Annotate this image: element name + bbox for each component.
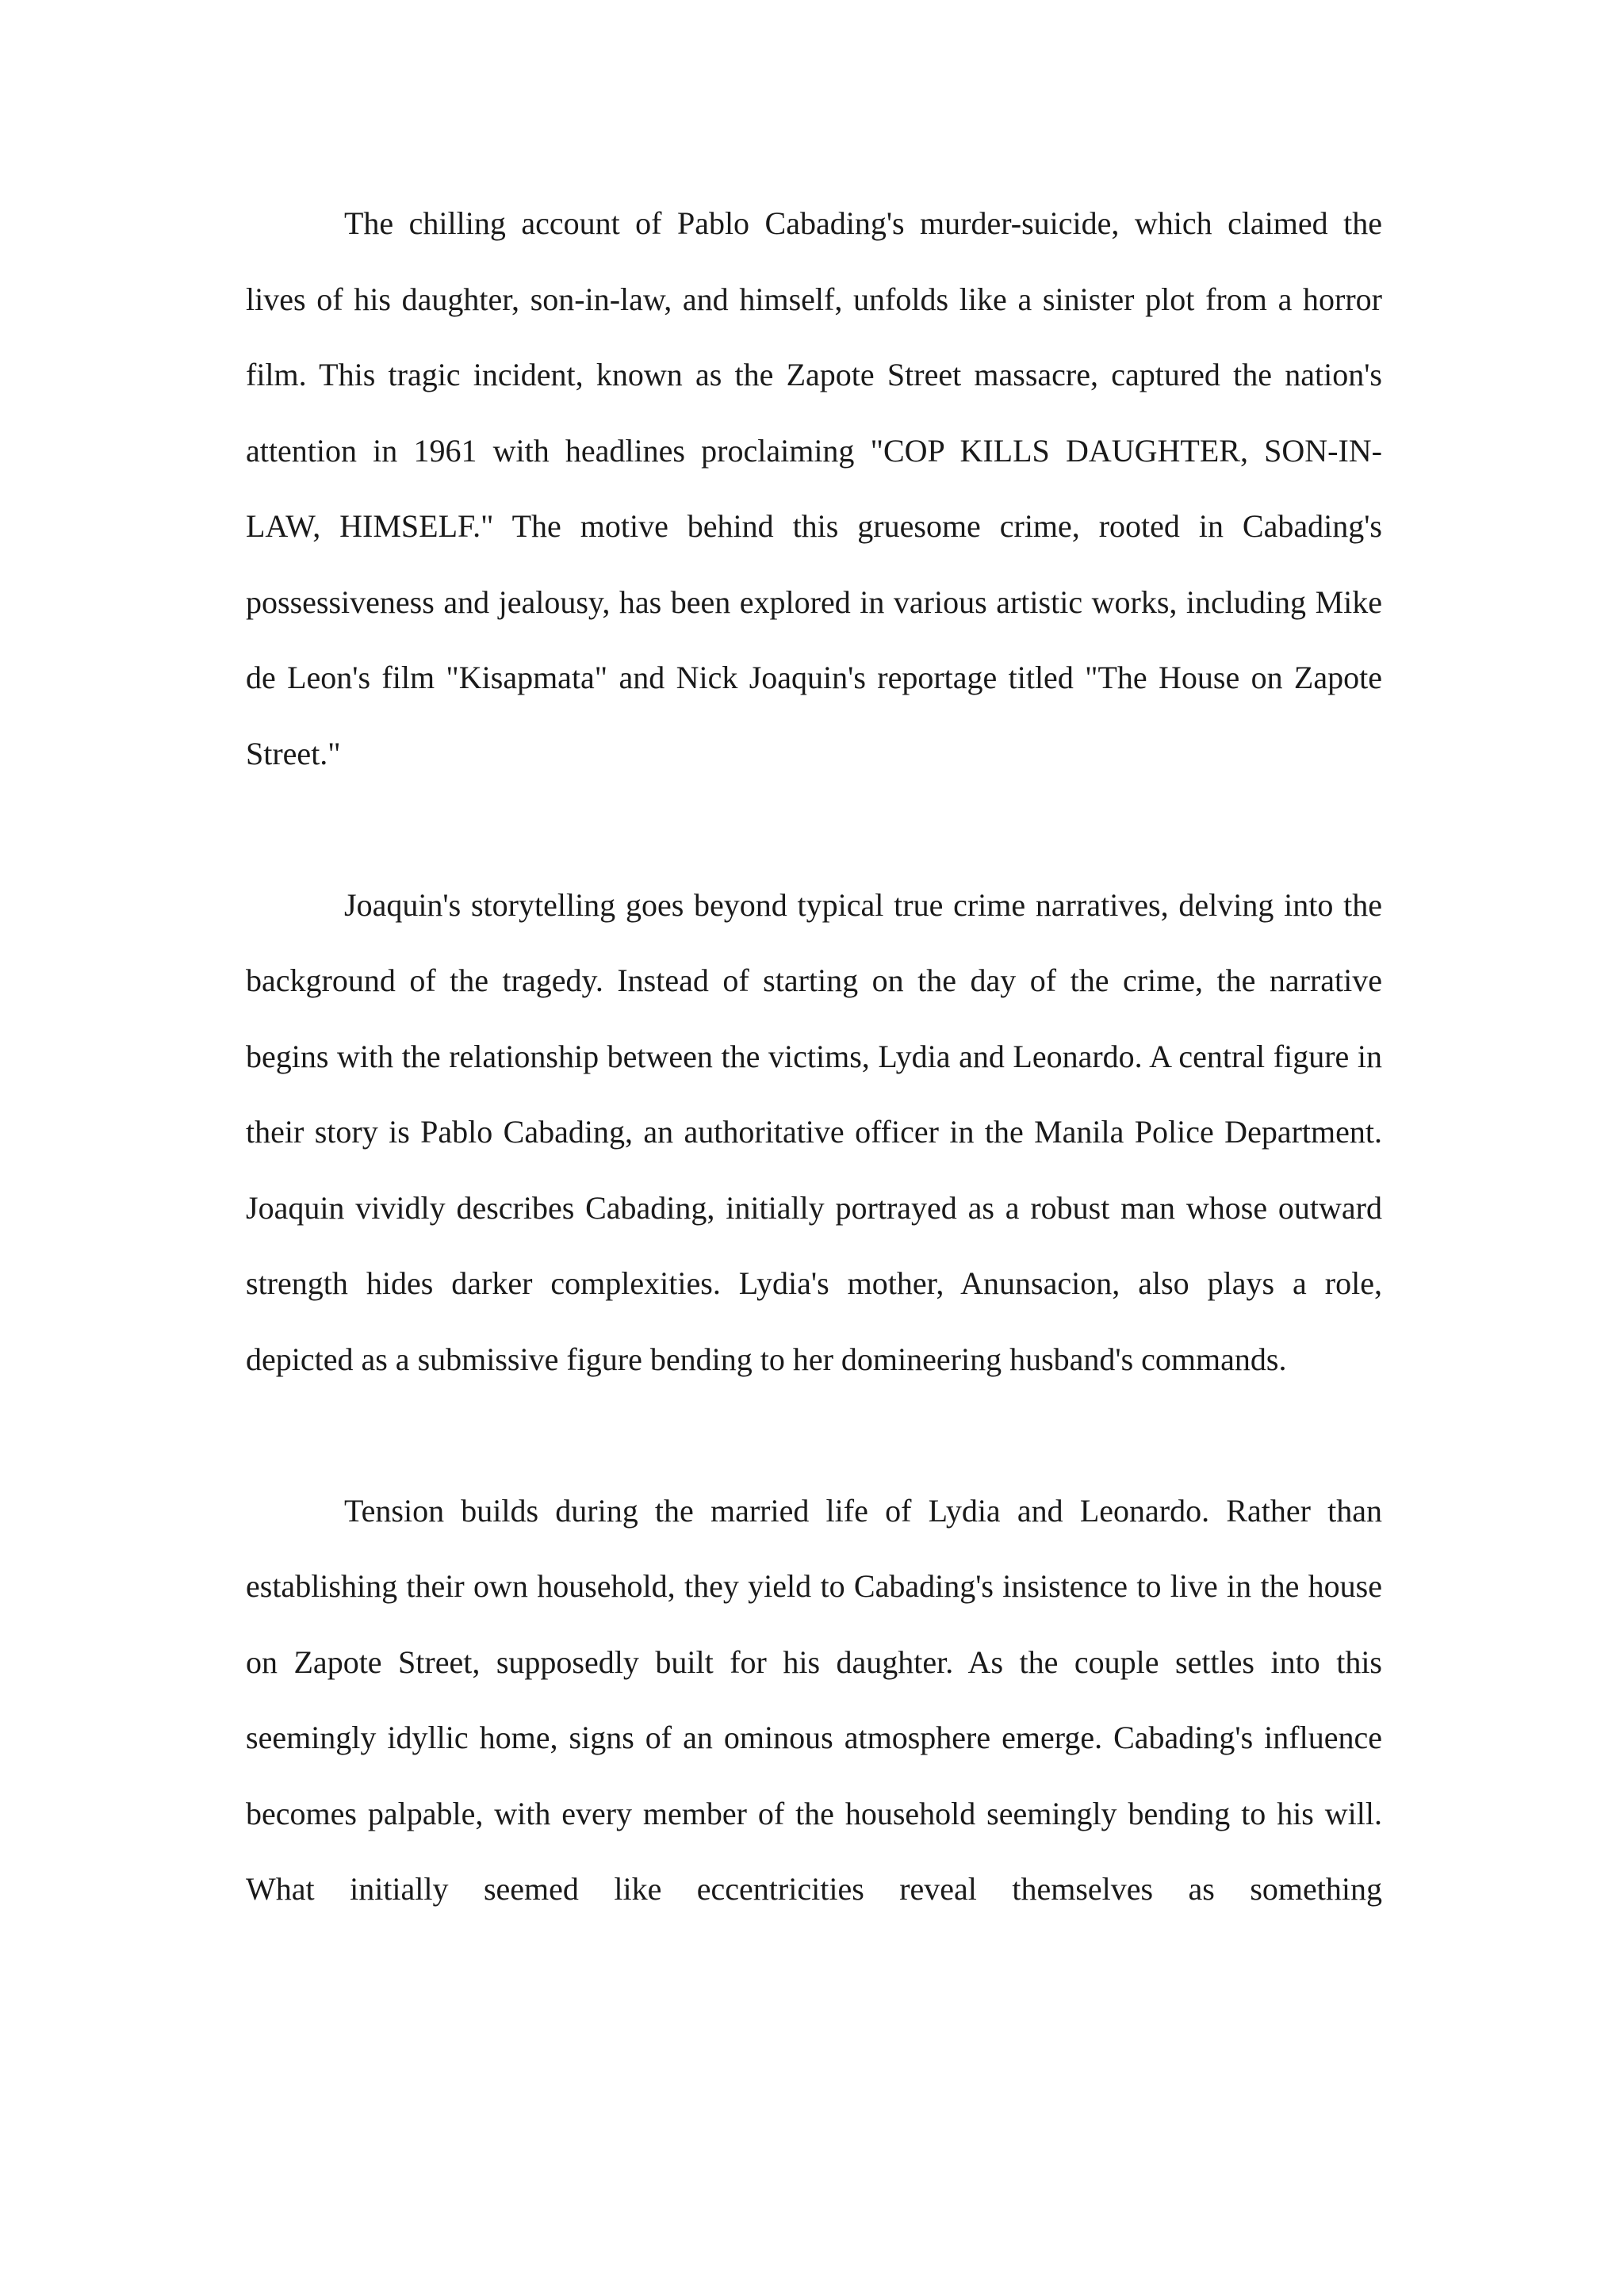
- paragraph-1: The chilling account of Pablo Cabading's murder-suicide, which claimed the lives of his daughter, son-in-law, and himself, unfolds like a sinister plot from a horror film. This tragic incident, known as the Zapote Street massacre, captured the nation's attention in 1961 with headlines proclaiming "COP KILLS DAUGHTER, SON-IN-LAW, HIMSELF." The motive behind this gruesome crime, rooted in Cabading's possessiveness and jealousy, has been explored in various artistic works, including Mike de Leon's film "Kisapmata" and Nick Joaquin's reportage titled "The House on Zapote Street.": [246, 205, 1382, 771]
- paragraph-3: Tension builds during the married life of Lydia and Leonardo. Rather than establishing their own household, they yield to Cabading's insistence to live in the house on Zapote Street, supposedly built for his daughter. As the couple settles into this seemingly idyllic home, signs of an ominous atmosphere emerge. Cabading's influence becomes palpable, with every member of the household seemingly bending to his will. What initially seemed like eccentricities reveal themselves as something: [246, 1492, 1382, 1907]
- document-body: [246, 186, 1382, 1927]
- paragraph-2: Joaquin's storytelling goes beyond typical true crime narratives, delving into the background of the tragedy. Instead of starting on the day of the crime, the narrative begins with the relationship between the victims, Lydia and Leonardo. A central figure in their story is Pablo Cabading, an authoritative officer in the Manila Police Department. Joaquin vividly describes Cabading, initially portrayed as a robust man whose outward strength hides darker complexities. Lydia's mother, Anunsacion, also plays a role, depicted as a submissive figure bending to her domineering husband's commands.: [246, 886, 1382, 1377]
